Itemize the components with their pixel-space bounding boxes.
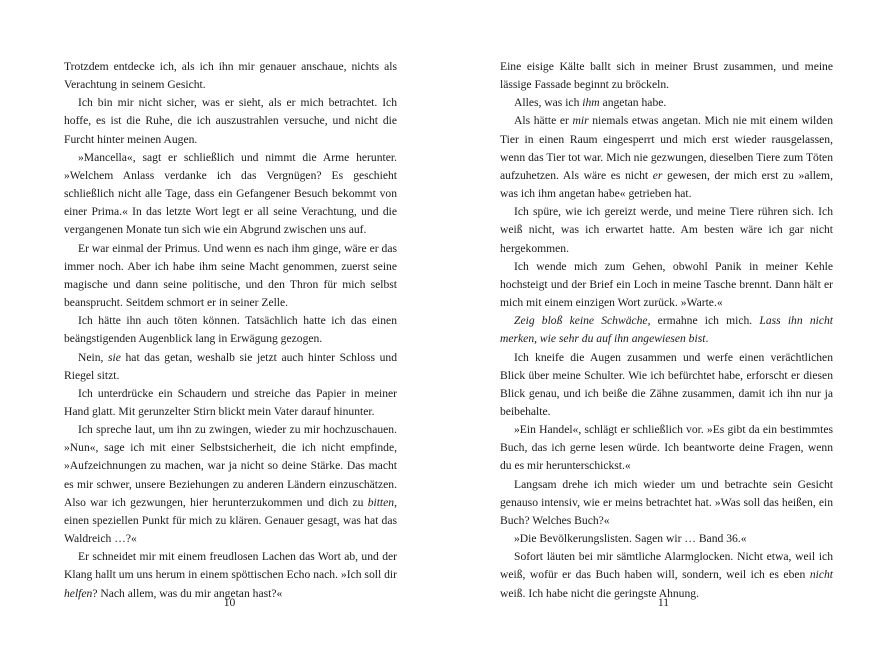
italic-text: helfen bbox=[64, 586, 93, 600]
text-run: Sofort läuten bei mir sämtliche Alarmglocken. Nicht etwa, weil ich weiß, wofür er das Buch haben will, sondern, weil ich es eben bbox=[500, 550, 833, 582]
paragraph bbox=[500, 112, 833, 203]
paragraph bbox=[500, 349, 833, 422]
text-run: Er schneidet mir mit einem freudlosen Lachen das Wort ab, und der Klang hallt um uns herum in einem spöttischen Echo nach. »Ich soll dir bbox=[64, 550, 397, 582]
text-run: Ich hätte ihn auch töten können. Tatsächlich hatte ich das einen beängstigenden Augenblick lang in Erwägung gezogen. bbox=[64, 314, 397, 346]
italic-text: bitten bbox=[367, 495, 395, 509]
italic-text: ihm bbox=[582, 96, 600, 110]
paragraph bbox=[64, 240, 397, 313]
italic-text: sie bbox=[108, 350, 121, 364]
paragraph bbox=[500, 476, 833, 530]
paragraph bbox=[500, 58, 833, 94]
right-page-text bbox=[500, 58, 833, 603]
text-run: Alles, was ich bbox=[514, 96, 583, 110]
right-page bbox=[448, 0, 895, 648]
text-run: Als hätte er bbox=[514, 114, 573, 128]
text-run: »Mancella«, sagt er schließlich und nimmt die Arme herunter. »Welchem Anlass verdanke ich das Vergnügen? Es geschieht schließlich nicht alle Tage, dass ein Gefangener Besuch bekommt von einer Prima.« In das letzte Wort legt er all seine Verachtung, und die vergangenen Monate tun sich wie ein Abgrund zwischen uns auf. bbox=[64, 150, 397, 237]
text-run: ? Nach allem, was du mir angetan hast?« bbox=[92, 586, 283, 600]
text-run: weiß. Ich habe nicht die geringste Ahnung. bbox=[500, 586, 699, 600]
italic-text: nicht bbox=[809, 568, 833, 582]
paragraph bbox=[500, 94, 833, 112]
text-run: Ich kneife die Augen zusammen und werfe einen verächtlichen Blick über meine Schulter. Wie ich befürchtet habe, erforscht er diesen Blick genau, und ich beiße die Zähne zusammen, damit ich ihn nur ja beibehalte. bbox=[500, 350, 833, 418]
text-run: »Die Bevölkerungslisten. Sagen wir … Band 36.« bbox=[514, 532, 747, 546]
left-page-number: 10 bbox=[223, 596, 236, 609]
right-page-number: 11 bbox=[657, 596, 670, 609]
paragraph bbox=[64, 94, 397, 148]
text-run: niemals etwas angetan. Mich nie mit einem wilden Tier in einen Raum eingesperrt und mich erst wieder rausgelassen, wenn das Tier tot war. Mich nie gezwungen, dieselben Tiere zum Töten aufzuhetzen. Als wäre es nicht bbox=[500, 114, 833, 182]
text-run: Ich spüre, wie ich gereizt werde, und meine Tiere rühren sich. Ich weiß nicht, was ich erwartet hatte. Am besten wäre ich gar nicht hergekommen. bbox=[500, 205, 833, 255]
italic-text: Lass ihn nicht merken, wie sehr du auf ihn angewiesen bist bbox=[500, 314, 834, 346]
text-run: Eine eisige Kälte ballt sich in meiner Brust zusammen, und meine lässige Fassade beginnt zu bröckeln. bbox=[500, 60, 833, 92]
text-run: hat das getan, weshalb sie jetzt auch hinter Schloss und Riegel sitzt. bbox=[64, 350, 397, 382]
text-run: angetan habe. bbox=[599, 96, 667, 110]
text-run: gewesen, der mich erst zu »allem, was ich ihm angetan habe« getrieben hat. bbox=[500, 168, 833, 201]
text-run: Ich bin mir nicht sicher, was er sieht, als er mich betrachtet. Ich hoffe, es ist die Ruhe, die ich auszustrahlen versuche, und nicht die Furcht hinter meinen Augen. bbox=[64, 96, 397, 146]
paragraph bbox=[500, 258, 833, 312]
paragraph bbox=[64, 58, 397, 94]
paragraph bbox=[64, 385, 397, 421]
text-run: Er war einmal der Primus. Und wenn es nach ihm ginge, wäre er das immer noch. Aber ich habe ihm seine Macht genommen, zuerst seine magische und dann seine politische, und den Thron für mich selbst beansprucht. Seitdem schmort er in seiner Zelle. bbox=[64, 241, 397, 310]
text-run: »Ein Handel«, schlägt er schließlich vor. »Es gibt da ein bestimmtes Buch, das ich gerne lesen würde. Ich beantworte deine Fragen, wenn du es mir herunterschickst.« bbox=[500, 423, 833, 473]
paragraph bbox=[500, 548, 833, 602]
text-run: . bbox=[705, 332, 709, 346]
left-page bbox=[0, 0, 447, 648]
paragraph bbox=[64, 149, 397, 240]
text-run: Nein, bbox=[78, 350, 109, 364]
paragraph bbox=[64, 421, 397, 548]
text-run: , ermahne ich mich. bbox=[647, 314, 760, 328]
paragraph bbox=[500, 421, 833, 475]
text-run: Ich wende mich zum Gehen, obwohl Panik in meiner Kehle hochsteigt und der Brief ein Loch in meine Tasche brennt. Dann hält er mich mit einem einzigen Wort zurück. »Warte.« bbox=[500, 259, 833, 310]
italic-text: Zeig bloß keine Schwäche bbox=[514, 314, 648, 328]
paragraph bbox=[64, 548, 397, 602]
paragraph bbox=[64, 312, 397, 348]
italic-text: mir bbox=[572, 114, 589, 128]
text-run: Langsam drehe ich mich wieder um und betrachte sein Gesicht genauso intensiv, wie er meins betrachtet hat. »Was soll das heißen, ein Buch? Welches Buch?« bbox=[500, 477, 833, 527]
text-run: Ich unterdrücke ein Schaudern und streiche das Papier in meiner Hand glatt. Mit gerunzelter Stirn blickt mein Vater darauf hinunter. bbox=[64, 386, 397, 418]
paragraph bbox=[500, 203, 833, 257]
text-run: Ich spreche laut, um ihn zu zwingen, wieder zu mir hochzuschauen. »Nun«, sage ich mit einer Selbstsicherheit, die ich nicht empfinde, »Aufzeichnungen zu machen, war ja nicht so deine Stärke. Das macht es mir schwer, unsere Beziehungen zu anderen Ländern einzuschätzen. Also war ich gezwungen, hier herunterzukommen und dich zu bbox=[64, 423, 397, 509]
paragraph bbox=[500, 530, 833, 548]
italic-text: er bbox=[652, 168, 663, 182]
paragraph bbox=[500, 312, 833, 348]
text-run: Trotzdem entdecke ich, als ich ihn mir genauer anschaue, nichts als Verachtung in seinem Gesicht. bbox=[64, 60, 397, 92]
text-run: , einen speziellen Punkt für mich zu klären. Genauer gesagt, was hat das Waldreich …?« bbox=[64, 495, 397, 546]
left-page-text bbox=[64, 58, 397, 603]
paragraph bbox=[64, 349, 397, 385]
